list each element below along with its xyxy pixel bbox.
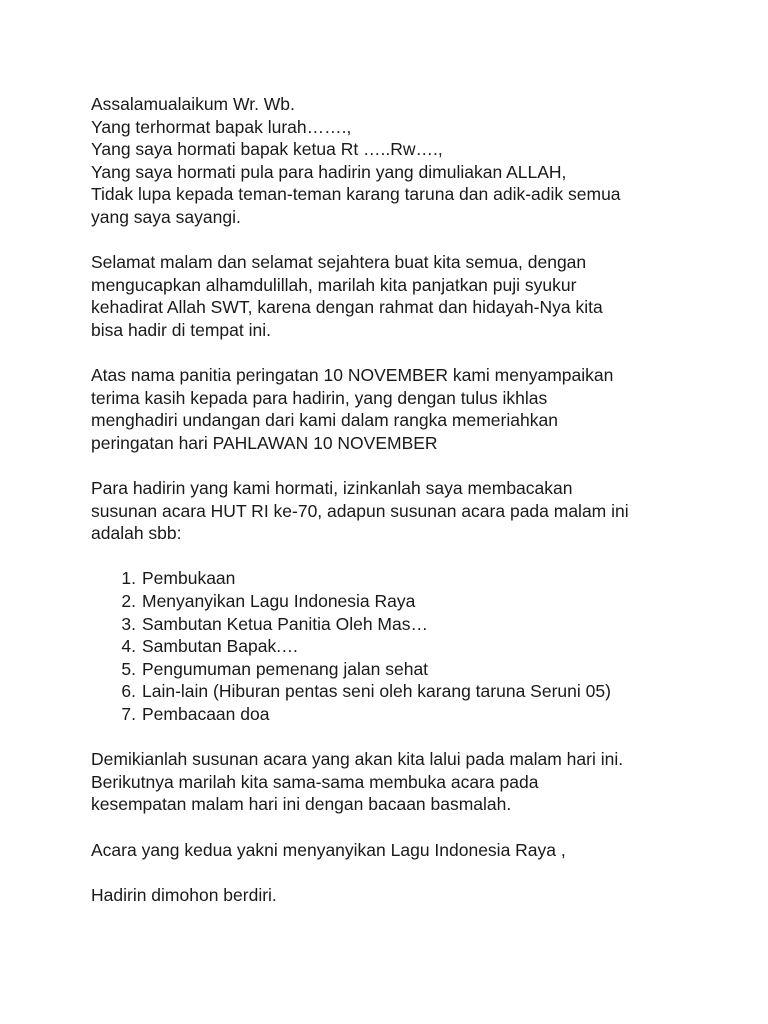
thanks-paragraph: [91, 364, 731, 454]
agenda-closing-paragraph: [91, 748, 731, 816]
agenda-item: [91, 658, 731, 681]
agenda-number: 1.: [121, 568, 136, 589]
agenda-text: Menyanyikan Lagu Indonesia Raya: [142, 591, 416, 612]
agenda-text: Pembacaan doa: [142, 704, 270, 725]
text-line: mengucapkan alhamdulillah, marilah kita panjatkan puji syukur: [91, 274, 577, 295]
text-line: menghadiri undangan dari kami dalam rangka memeriahkan: [91, 410, 558, 431]
text-line: kehadirat Allah SWT, karena dengan rahmat dan hidayah-Nya kita: [91, 297, 603, 318]
text-line: Selamat malam dan selamat sejahtera buat kita semua, dengan: [91, 252, 587, 273]
agenda-text: Pengumuman pemenang jalan sehat: [142, 658, 429, 679]
text-line: kesempatan malam hari ini dengan bacaan basmalah.: [91, 794, 512, 815]
agenda-number: 3.: [121, 613, 136, 634]
agenda-number: 7.: [121, 704, 136, 725]
agenda-item: [91, 635, 731, 658]
text-line: adalah sbb:: [91, 523, 182, 544]
agenda-item: [91, 567, 731, 590]
second-item-paragraph: [91, 839, 731, 862]
agenda-text: Pembukaan: [142, 568, 236, 589]
agenda-number: 2.: [121, 591, 136, 612]
agenda-item: [91, 680, 731, 703]
agenda-text: Sambutan Ketua Panitia Oleh Mas…: [142, 613, 428, 634]
agenda-list: [91, 567, 731, 725]
agenda-intro-paragraph: [91, 477, 731, 545]
document-body: [91, 93, 731, 929]
text-line: Para hadirin yang kami hormati, izinkanlah saya membacakan: [91, 478, 573, 499]
agenda-number: 5.: [121, 658, 136, 679]
text-line: Assalamualaikum Wr. Wb.: [91, 94, 295, 114]
agenda-item: [91, 590, 731, 613]
text-line: Yang saya hormati pula para hadirin yang dimuliakan ALLAH,: [91, 161, 567, 182]
agenda-item: [91, 613, 731, 636]
text-line: Berikutnya marilah kita sama-sama membuka acara pada: [91, 771, 539, 792]
agenda-number: 6.: [121, 681, 136, 702]
text-line: Yang terhormat bapak lurah…….,: [91, 116, 352, 137]
stand-paragraph: [91, 884, 731, 907]
text-line: Yang saya hormati bapak ketua Rt …..Rw….,: [91, 139, 443, 160]
text-line: Demikianlah susunan acara yang akan kita lalui pada malam hari ini.: [91, 749, 624, 770]
agenda-item: [91, 703, 731, 726]
agenda-text: Sambutan Bapak.…: [142, 636, 299, 657]
agenda-number: 4.: [121, 636, 136, 657]
text-line: Tidak lupa kepada teman-teman karang taruna dan adik-adik semua: [91, 184, 621, 205]
agenda-text: Lain-lain (Hiburan pentas seni oleh karang taruna Seruni 05): [142, 681, 611, 702]
text-line: bisa hadir di tempat ini.: [91, 319, 271, 340]
text-line: Acara yang kedua yakni menyanyikan Lagu Indonesia Raya ,: [91, 839, 566, 860]
greeting-paragraph: [91, 93, 731, 229]
text-line: terima kasih kepada para hadirin, yang dengan tulus ikhlas: [91, 387, 548, 408]
text-line: yang saya sayangi.: [91, 206, 241, 227]
text-line: Hadirin dimohon berdiri.: [91, 884, 277, 905]
opening-paragraph: [91, 251, 731, 341]
text-line: susunan acara HUT RI ke-70, adapun susunan acara pada malam ini: [91, 500, 629, 521]
text-line: Atas nama panitia peringatan 10 NOVEMBER kami menyampaikan: [91, 365, 614, 386]
text-line: peringatan hari PAHLAWAN 10 NOVEMBER: [91, 432, 438, 453]
